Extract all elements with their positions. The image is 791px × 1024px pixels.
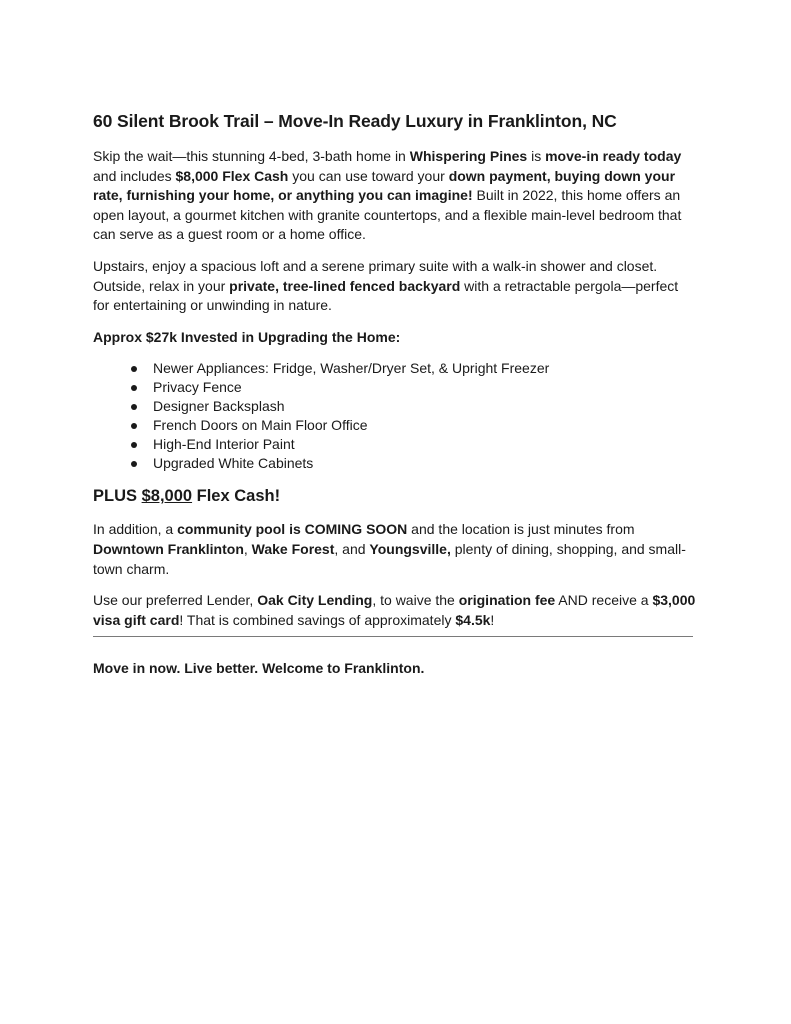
divider: [93, 636, 693, 637]
location-paragraph: In addition, a community pool is COMING SOON and the location is just minutes from Downtown Franklinton, Wake Forest, and Youngsville, plenty of dining, shopping, and small-town charm.: [93, 521, 686, 577]
flex-cash-heading: PLUS $8,000 Flex Cash!: [93, 487, 281, 506]
list-item: Designer Backsplash: [129, 397, 698, 416]
flex-cash-amount: $8,000: [141, 487, 193, 506]
list-item: Privacy Fence: [129, 378, 698, 397]
list-item: High-End Interior Paint: [129, 435, 698, 454]
document-body: [93, 111, 698, 679]
lender-paragraph: Use our preferred Lender, Oak City Lending, to waive the origination fee AND receive a $3,000 visa gift card! That is combined savings of approximately $4.5k!: [93, 592, 696, 628]
upstairs-paragraph: Upstairs, enjoy a spacious loft and a serene primary suite with a walk-in shower and closet. Outside, relax in your private, tree-lined fenced backyard with a retractable pergola—perfect for entertaining or unwinding in nature.: [93, 257, 679, 314]
upgrades-list: [93, 359, 698, 473]
list-item: Newer Appliances: Fridge, Washer/Dryer Set, & Upright Freezer: [129, 359, 698, 378]
upgrades-heading: Approx $27k Invested in Upgrading the Home:: [93, 328, 401, 345]
closing-line: Move in now. Live better. Welcome to Franklinton.: [93, 660, 425, 677]
listing-title: 60 Silent Brook Trail – Move-In Ready Luxury in Franklinton, NC: [93, 111, 617, 131]
list-item: French Doors on Main Floor Office: [129, 416, 698, 435]
list-item: Upgraded White Cabinets: [129, 454, 698, 473]
intro-paragraph: Skip the wait—this stunning 4-bed, 3-bath home in Whispering Pines is move-in ready today and includes $8,000 Flex Cash you can use toward your down payment, buying down your rate, furnishing your home, or anything you can imagine! Built in 2022, this home offers an open layout, a gourmet kitchen with granite countertops, and a flexible main-level bedroom that can serve as a guest room or a home office.: [93, 148, 682, 243]
